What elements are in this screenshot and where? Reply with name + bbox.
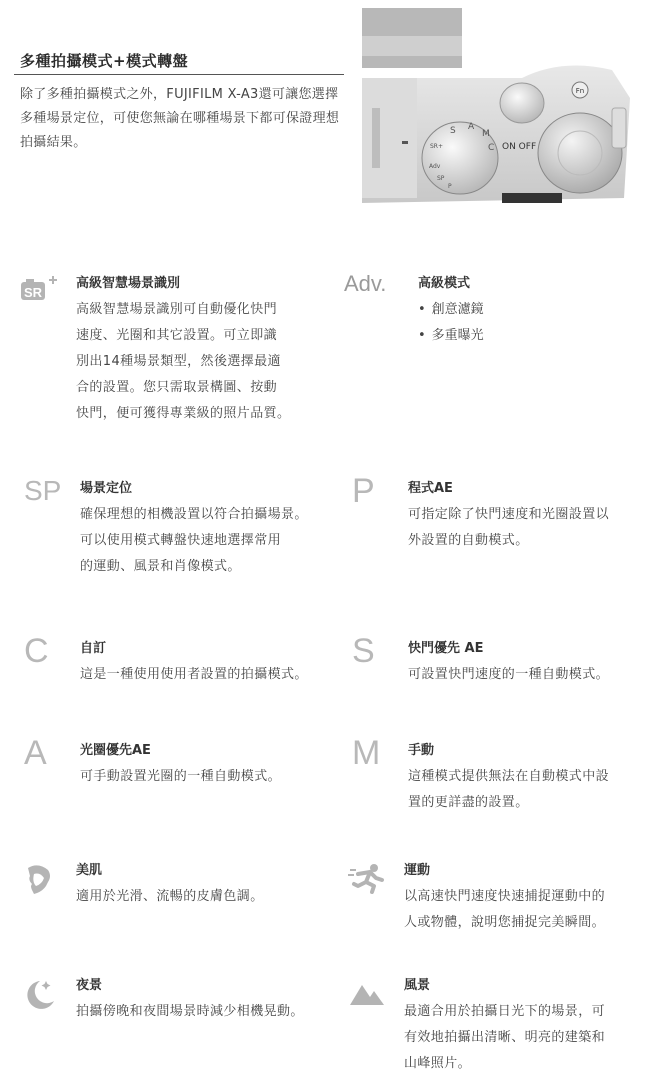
face-profile-icon [20, 862, 76, 902]
mode-bullets [418, 297, 632, 349]
mode-sp [20, 475, 330, 580]
mode-s [348, 632, 638, 688]
camera-top-view [362, 8, 630, 210]
mode-description: 適用於光滑、流暢的皮膚色調。 [76, 889, 264, 904]
mode-description: 拍攝傍晚和夜間場景時減少相機晃動。 [76, 1004, 304, 1019]
dial-label-c: C [488, 143, 495, 153]
header-rule [14, 74, 344, 75]
mode-a [20, 734, 330, 790]
mode-sports [348, 862, 638, 936]
sp-icon: SP [24, 475, 62, 506]
mode-description: 這種模式提供無法在自動模式中設 置的更詳盡的設置。 [408, 769, 610, 810]
mode-description: 可指定除了快門速度和光圈設置以 外設置的自動模式。 [408, 507, 610, 548]
header-title: 多種拍攝模式+模式轉盤 [20, 52, 189, 70]
dial-label-s: S [450, 126, 456, 136]
mode-title: 夜景 [76, 978, 103, 993]
mode-title: 場景定位 [80, 481, 133, 496]
mode-sr-plus [20, 275, 330, 427]
mode-landscape [348, 977, 638, 1077]
mode-adv [344, 271, 632, 349]
mode-description: 以高速快門速度快速捕捉運動中的 人或物體，說明您捕捉完美瞬間。 [404, 889, 606, 930]
bullet-item: • 創意濾鏡 [418, 297, 632, 323]
power-switch-label: ON OFF [502, 142, 537, 152]
mode-description: 可設置快門速度的一種自動模式。 [408, 667, 610, 682]
mode-m [348, 734, 638, 816]
dial-label-adv: Adv [429, 163, 441, 170]
mode-night [20, 977, 330, 1025]
mode-title: 風景 [404, 978, 431, 993]
mode-title: 光圈優先AE [80, 743, 151, 758]
s-icon: S [352, 632, 375, 670]
mode-title: 程式AE [408, 481, 453, 496]
mode-title: 美肌 [76, 863, 103, 878]
intro-text: 除了多種拍攝模式之外，FUJIFILM X-A3還可讓您選擇多種場景定位，可使您無論在哪種場景下都可保證理想拍攝結果。 [20, 87, 340, 150]
mode-title: 高級模式 [418, 276, 471, 291]
mode-description: 高級智慧場景識別可自動優化快門 速度、光圈和其它設置。可立即識 別出14種場景類型，然後選擇最適 合的設置。您只需取景構圖、按動 快門，便可獲得專業級的照片品質。 [76, 302, 291, 421]
mode-description: 這是一種使用使用者設置的拍攝模式。 [80, 667, 308, 682]
dial-label-a: A [468, 122, 475, 132]
mode-description: 可手動設置光圈的一種自動模式。 [80, 769, 282, 784]
sr-plus-icon [20, 275, 76, 315]
bullet-item: • 多重曝光 [418, 323, 632, 349]
c-icon: C [24, 632, 49, 670]
mode-description: 最適合用於拍攝日光下的場景，可 有效地拍攝出清晰、明亮的建築和 山峰照片。 [404, 1004, 606, 1071]
dial-label-p: P [448, 183, 452, 190]
mode-title: 自訂 [80, 641, 107, 656]
mode-description: 確保理想的相機設置以符合拍攝場景。 可以使用模式轉盤快速地選擇常用 的運動、風景和肖像模式。 [80, 507, 308, 574]
mode-title: 快門優先 AE [408, 641, 484, 656]
moon-stars-icon [20, 977, 76, 1017]
dial-label-m: M [482, 129, 490, 139]
mode-c [20, 632, 330, 688]
mode-title: 手動 [408, 743, 435, 758]
m-icon: M [352, 734, 381, 772]
dial-label-sp: SP [437, 175, 445, 182]
fn-button-label: Fn [575, 87, 585, 95]
dial-label-sr: SR+ [430, 143, 444, 150]
running-person-icon [348, 862, 404, 902]
svg-text:SR: SR [24, 285, 43, 300]
p-icon: P [352, 472, 375, 510]
mode-p [348, 472, 638, 554]
mode-title: 高級智慧場景識別 [76, 276, 181, 291]
mountain-icon [348, 977, 404, 1017]
mode-title: 運動 [404, 863, 431, 878]
a-icon: A [24, 734, 47, 772]
mode-beauty [20, 862, 330, 910]
adv-icon: Adv. [344, 271, 387, 296]
